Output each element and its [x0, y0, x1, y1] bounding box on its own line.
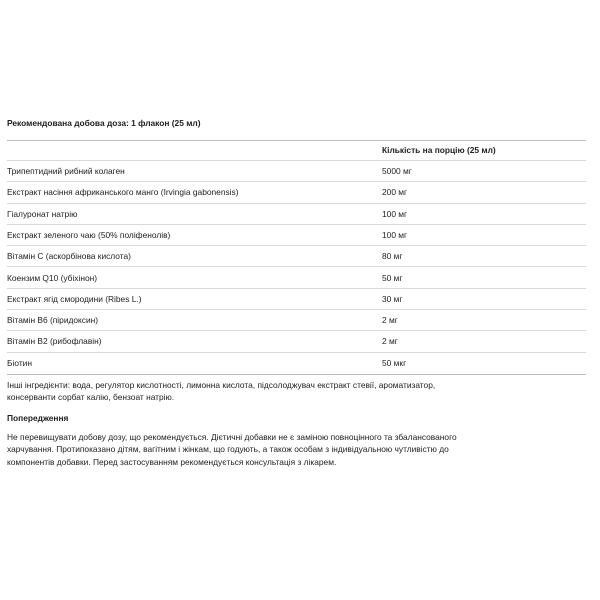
- recommended-dose: Рекомендована добова доза: 1 флакон (25 мл): [7, 118, 201, 128]
- ingredient-name: Гіалуронат натрію: [7, 208, 78, 219]
- warning-line: Не перевищувати добову дозу, що рекомендується. Дієтичні добавки не є заміною повноцінного та збалансованого: [7, 431, 457, 442]
- table-row: [7, 331, 586, 352]
- warning-line: компонентів добавки. Перед застосуванням рекомендується консультація з лікарем.: [7, 456, 337, 467]
- ingredient-name: Біотин: [7, 358, 32, 369]
- warning-text: [7, 431, 587, 469]
- ingredient-name: Екстракт ягід смородини (Ribes L.): [7, 293, 142, 304]
- table-row: [7, 225, 586, 246]
- table-header-row: [7, 141, 586, 161]
- ingredient-amount: 5000 мг: [382, 166, 412, 177]
- ingredient-name: Трипептидний рибний колаген: [7, 166, 125, 177]
- table-row: [7, 353, 586, 374]
- ingredient-amount: 50 мкг: [382, 358, 407, 369]
- nutrition-table: [7, 140, 586, 375]
- table-row: [7, 289, 586, 310]
- ingredient-name: Екстракт зеленого чаю (50% поліфенолів): [7, 230, 171, 240]
- header-amount-cell: Кількість на порцію (25 мл): [382, 145, 496, 156]
- ingredient-name: Вітамін В2 (рибофлавін): [7, 336, 102, 347]
- warning-title: Попередження: [7, 412, 69, 423]
- warning-line: харчування. Протипоказано дітям, вагітним і жінкам, що годують, а також особам з індивідуальною чутливістю до: [7, 444, 449, 455]
- ingredient-amount: 2 мг: [382, 336, 398, 347]
- table-row: [7, 310, 586, 331]
- other-ingredients-line: консерванти сорбат калію, бензоат натрію.: [7, 392, 175, 403]
- ingredient-name: Коензим Q10 (убіхінон): [7, 272, 98, 283]
- supplement-facts-sheet: [7, 118, 587, 468]
- ingredient-amount: 2 мг: [382, 315, 398, 326]
- ingredient-amount: 30 мг: [382, 293, 403, 304]
- table-row: [7, 161, 586, 182]
- ingredient-amount: 50 мг: [382, 272, 403, 283]
- ingredient-name: Екстракт насіння африканського манго (Irvingia gabonensis): [7, 187, 239, 198]
- ingredient-name: Вітамін С (аскорбінова кислота): [7, 251, 131, 262]
- other-ingredients: [7, 379, 587, 404]
- table-row: [7, 182, 586, 203]
- other-ingredients-line: Інші інгредієнти: вода, регулятор кислотності, лимонна кислота, підсолоджувач екстракт стевії, ароматизатор,: [7, 379, 436, 390]
- ingredient-amount: 200 мг: [382, 187, 408, 198]
- ingredient-amount: 80 мг: [382, 251, 403, 262]
- ingredient-amount: 100 мг: [382, 208, 408, 219]
- table-row: [7, 204, 586, 225]
- table-row: [7, 267, 586, 288]
- table-row: [7, 246, 586, 267]
- ingredient-amount: 100 мг: [382, 230, 408, 240]
- ingredient-name: Вітамін В6 (піридоксин): [7, 315, 99, 326]
